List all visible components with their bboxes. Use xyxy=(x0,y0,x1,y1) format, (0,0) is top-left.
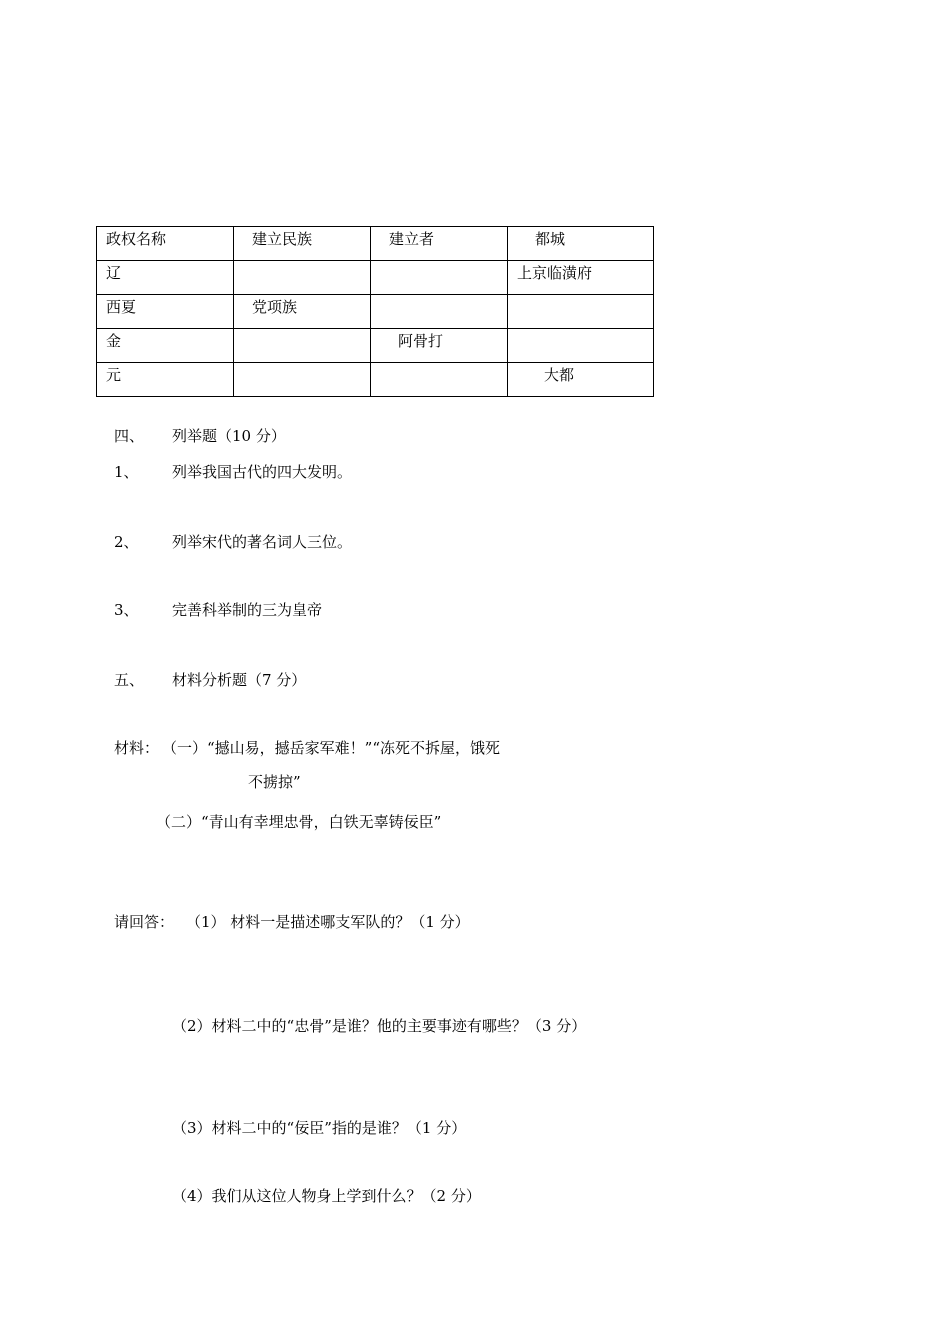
material1-line1: （一）“撼山易，撼岳家军难！”“冻死不拆屋，饿死 xyxy=(162,739,501,757)
table-cell: 金 xyxy=(97,329,234,363)
table-header-cell: 建立民族 xyxy=(234,227,371,261)
section4-title: 列举题（10 分） xyxy=(172,427,286,445)
list-item-text: 列举宋代的著名词人三位。 xyxy=(172,533,353,551)
list-item-number: 1、 xyxy=(114,463,139,481)
material-label: 材料： xyxy=(114,739,160,757)
section4-number: 四、 xyxy=(114,427,145,445)
table-cell: 大都 xyxy=(508,363,654,397)
table-cell: 党项族 xyxy=(234,295,371,329)
question-1: （1） 材料一是描述哪支军队的？（1 分） xyxy=(186,913,470,931)
table-cell: 西夏 xyxy=(97,295,234,329)
table-cell xyxy=(508,295,654,329)
table-cell xyxy=(371,261,508,295)
list-item-text: 列举我国古代的四大发明。 xyxy=(172,463,353,481)
regime-table xyxy=(96,226,654,397)
table-header-cell: 建立者 xyxy=(371,227,508,261)
table-header-cell: 政权名称 xyxy=(97,227,234,261)
section5-title: 材料分析题（7 分） xyxy=(172,671,307,689)
list-item-number: 2、 xyxy=(114,533,139,551)
table-cell xyxy=(234,261,371,295)
question-3: （3）材料二中的“佞臣”指的是谁？（1 分） xyxy=(172,1119,467,1137)
answer-label: 请回答： xyxy=(114,913,175,931)
table-cell xyxy=(371,363,508,397)
table-row xyxy=(97,261,654,295)
list-item-text: 完善科举制的三为皇帝 xyxy=(172,601,323,619)
table-cell xyxy=(508,329,654,363)
table-cell: 阿骨打 xyxy=(371,329,508,363)
material1-line2: 不掳掠” xyxy=(248,773,301,791)
table-row xyxy=(97,295,654,329)
question-2: （2）材料二中的“忠骨”是谁？他的主要事迹有哪些？（3 分） xyxy=(172,1017,587,1035)
material2: （二）“青山有幸埋忠骨，白铁无辜铸佞臣” xyxy=(156,813,442,831)
table-header-row xyxy=(97,227,654,261)
question-4: （4）我们从这位人物身上学到什么？（2 分） xyxy=(172,1187,481,1205)
table-cell: 元 xyxy=(97,363,234,397)
section5-number: 五、 xyxy=(114,671,145,689)
table-header-cell: 都城 xyxy=(508,227,654,261)
table-row xyxy=(97,363,654,397)
table-cell: 辽 xyxy=(97,261,234,295)
table-cell: 上京临潢府 xyxy=(508,261,654,295)
table-row xyxy=(97,329,654,363)
table-cell xyxy=(234,329,371,363)
table-cell xyxy=(234,363,371,397)
table-cell xyxy=(371,295,508,329)
list-item-number: 3、 xyxy=(114,601,139,619)
